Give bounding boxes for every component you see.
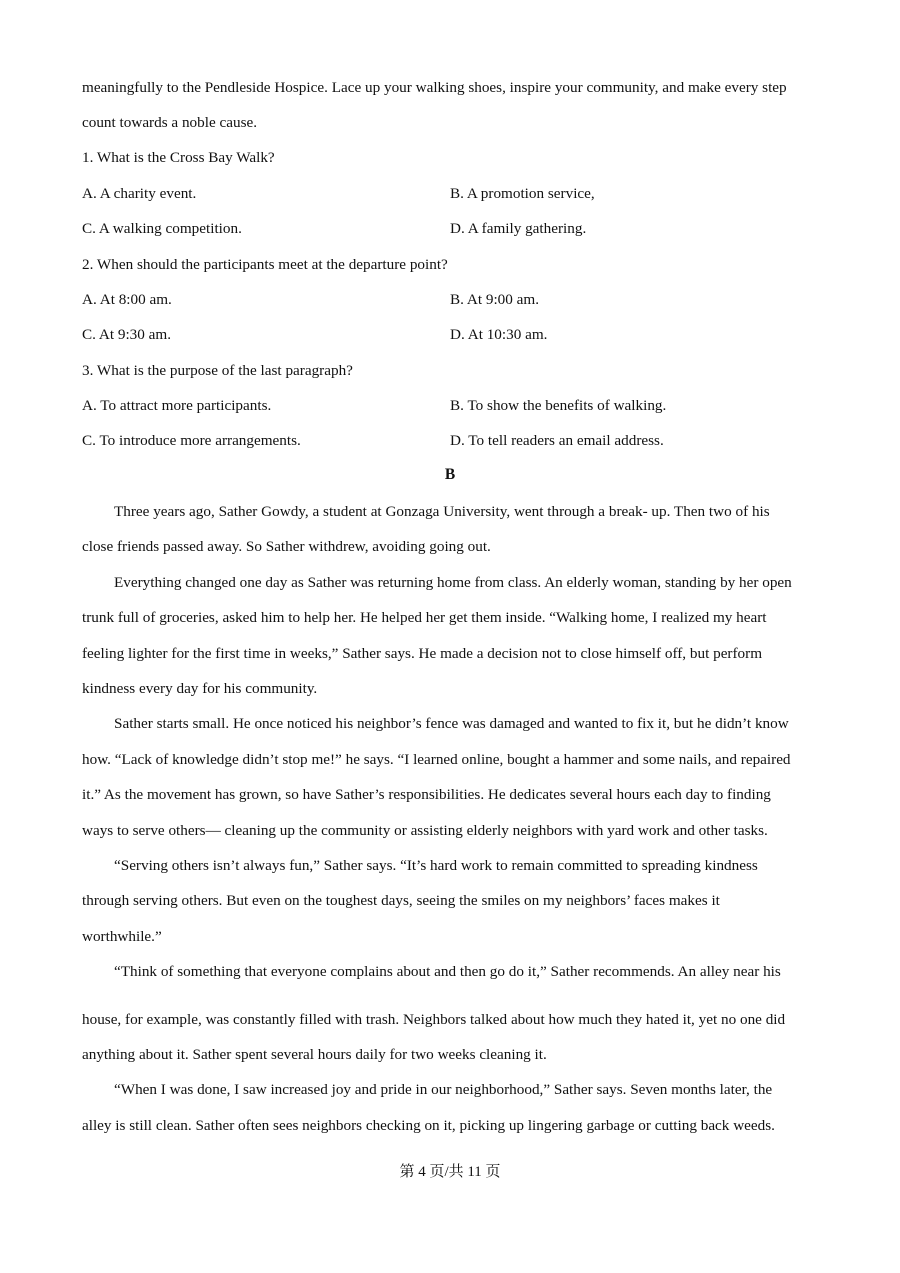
question-1-option-c: C. A walking competition. [82, 220, 242, 237]
passage-line: Sather starts small. He once noticed his neighbor’s fence was damaged and wanted to fix it, but he didn’t know [114, 715, 789, 732]
passage-line: “When I was done, I saw increased joy and pride in our neighborhood,” Sather says. Seven months later, the [114, 1081, 773, 1098]
passage-line: worthwhile.” [82, 928, 162, 945]
question-2-stem: 2. When should the participants meet at the departure point? [82, 256, 448, 273]
passage-line: Three years ago, Sather Gowdy, a student at Gonzaga University, went through a break- up. Then two of his [114, 503, 770, 520]
question-3-option-d: D. To tell readers an email address. [450, 432, 664, 449]
question-3-stem: 3. What is the purpose of the last paragraph? [82, 362, 353, 379]
passage-line: Everything changed one day as Sather was returning home from class. An elderly woman, standing by her open [114, 574, 792, 591]
section-heading: B [444, 466, 456, 483]
page-number-footer: 第 4 页/共 11 页 [399, 1164, 501, 1180]
question-2-option-d: D. At 10:30 am. [450, 326, 548, 343]
passage-line: “Think of something that everyone complains about and then go do it,” Sather recommends. An alley near his [114, 963, 781, 980]
passage-line: kindness every day for his community. [82, 680, 318, 697]
intro-line-2: count towards a noble cause. [82, 114, 258, 131]
question-1-option-a: A. A charity event. [82, 185, 197, 202]
passage-line: how. “Lack of knowledge didn’t stop me!” he says. “I learned online, bought a hammer and some nails, and repaired [82, 751, 791, 768]
question-3-option-b: B. To show the benefits of walking. [450, 397, 667, 414]
question-2-option-c: C. At 9:30 am. [82, 326, 172, 343]
question-2-option-a: A. At 8:00 am. [82, 291, 172, 308]
passage-line: house, for example, was constantly filled with trash. Neighbors talked about how much they hated it, yet no one did [82, 1011, 786, 1028]
passage-line: close friends passed away. So Sather withdrew, avoiding going out. [82, 538, 491, 555]
passage-line: trunk full of groceries, asked him to help her. He helped her get them inside. “Walking home, I realized my heart [82, 609, 767, 626]
question-3-option-a: A. To attract more participants. [82, 397, 272, 414]
passage-line: ways to serve others— cleaning up the community or assisting elderly neighbors with yard work and other tasks. [82, 822, 768, 839]
passage-line: it.” As the movement has grown, so have Sather’s responsibilities. He dedicates several hours each day to finding [82, 786, 771, 803]
question-1-stem: 1. What is the Cross Bay Walk? [82, 149, 275, 166]
question-1-option-b: B. A promotion service, [450, 185, 595, 202]
question-2-option-b: B. At 9:00 am. [450, 291, 540, 308]
passage-line: anything about it. Sather spent several hours daily for two weeks cleaning it. [82, 1046, 547, 1063]
passage-line: alley is still clean. Sather often sees neighbors checking on it, picking up lingering garbage or cutting back weeds. [82, 1117, 775, 1134]
passage-line: “Serving others isn’t always fun,” Sather says. “It’s hard work to remain committed to spreading kindness [114, 857, 758, 874]
question-1-option-d: D. A family gathering. [450, 220, 587, 237]
passage-line: feeling lighter for the first time in weeks,” Sather says. He made a decision not to close himself off, but perform [82, 645, 763, 662]
passage-line: through serving others. But even on the toughest days, seeing the smiles on my neighbors’ faces makes it [82, 892, 720, 909]
question-3-option-c: C. To introduce more arrangements. [82, 432, 301, 449]
intro-line-1: meaningfully to the Pendleside Hospice. Lace up your walking shoes, inspire your community, and make every step [82, 79, 787, 96]
